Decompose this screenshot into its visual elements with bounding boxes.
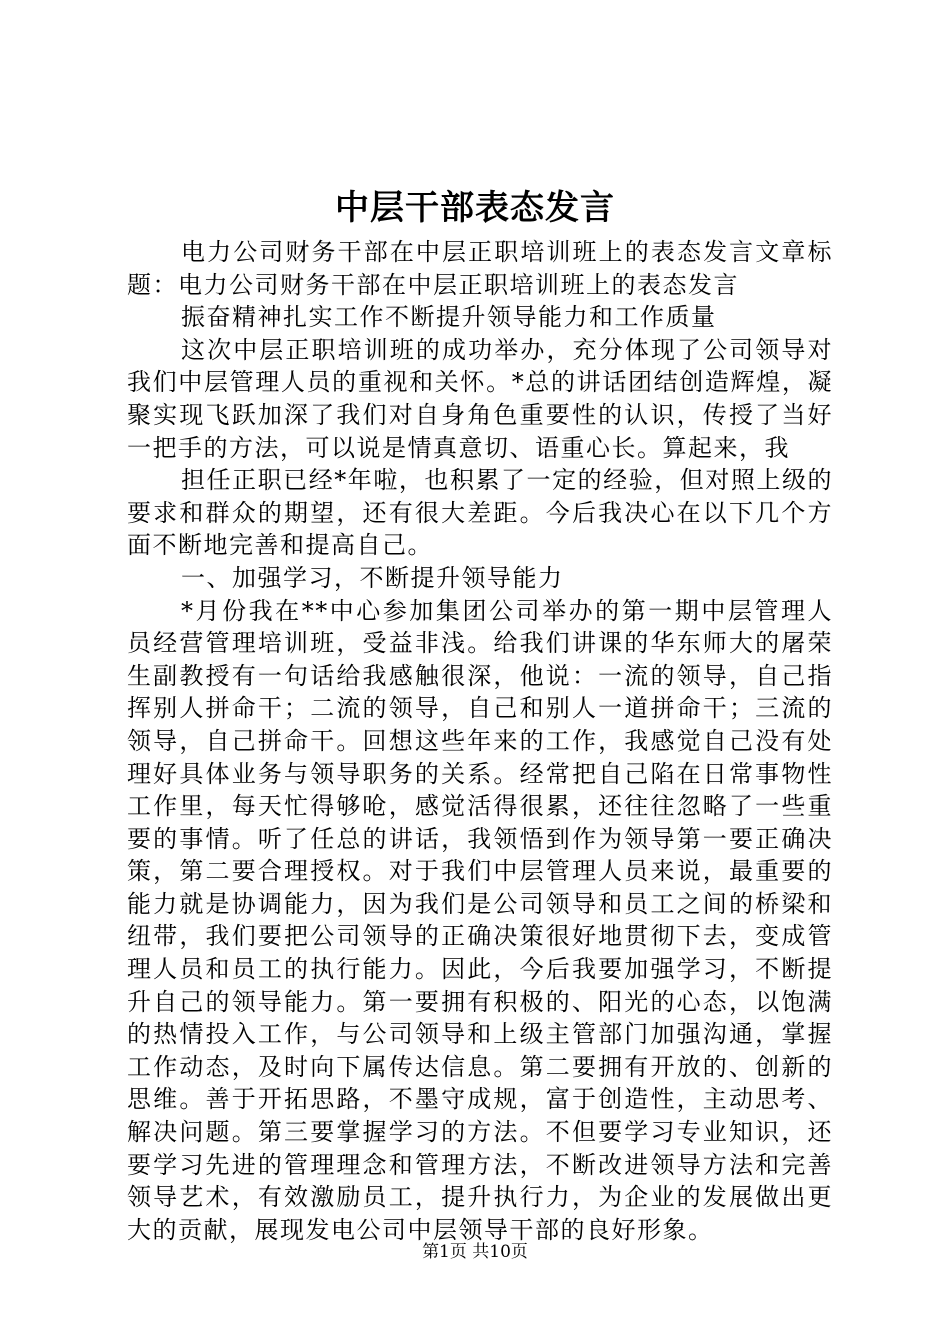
paragraph-intro: 这次中层正职培训班的成功举办，充分体现了公司领导对我们中层管理人员的重视和关怀。*总的讲话团结创造辉煌，凝聚实现飞跃加深了我们对自身角色重要性的认识，传授了当好一把手的方法，可以说是情真意切、语重心长。算起来，我 [127, 335, 833, 462]
paragraph-section-1-body: *月份我在**中心参加集团公司举办的第一期中层管理人员经营管理培训班，受益非浅。给我们讲课的华东师大的屠荣生副教授有一句话给我感触很深，他说：一流的领导，自己指挥别人拼命干；二流的领导，自己和别人一道拼命干；三流的领导，自己拼命干。回想这些年来的工作，我感觉自己没有处理好具体业务与领导职务的关系。经常把自己陷在日常事物性工作里，每天忙得够呛，感觉活得很累，还往往忽略了一些重要的事情。听了任总的讲话，我领悟到作为领导第一要正确决策，第二要合理授权。对于我们中层管理人员来说，最重要的能力就是协调能力，因为我们是公司领导和员工之间的桥梁和纽带，我们要把公司领导的正确决策很好地贯彻下去，变成管理人员和员工的执行能力。因此，今后我要加强学习，不断提升自己的领导能力。第一要拥有积极的、阳光的心态，以饱满的热情投入工作，与公司领导和上级主管部门加强沟通，掌握工作动态，及时向下属传达信息。第二要拥有开放的、创新的思维。善于开拓思路，不墨守成规，富于创造性，主动思考、解决问题。第三要掌握学习的方法。不但要学习专业知识，还要学习先进的管理理念和管理方法，不断改进领导方法和完善领导艺术，有效激励员工，提升执行力，为企业的发展做出更大的贡献，展现发电公司中层领导干部的良好形象。 [127, 596, 833, 1244]
paragraph-subtitle: 振奋精神扎实工作不断提升领导能力和工作质量 [181, 303, 717, 332]
document-title: 中层干部表态发言 [335, 188, 615, 228]
paragraph-article-heading: 电力公司财务干部在中层正职培训班上的表态发言文章标题：电力公司财务干部在中层正职培训班上的表态发言 [127, 238, 833, 299]
paragraph-experience: 担任正职已经*年啦，也积累了一定的经验，但对照上级的要求和群众的期望，还有很大差距。今后我决心在以下几个方面不断地完善和提高自己。 [127, 466, 833, 560]
document-body [127, 236, 833, 1246]
section-heading-1: 一、加强学习，不断提升领导能力 [181, 563, 564, 592]
page-number-footer: 第1页 共10页 [422, 1242, 528, 1262]
